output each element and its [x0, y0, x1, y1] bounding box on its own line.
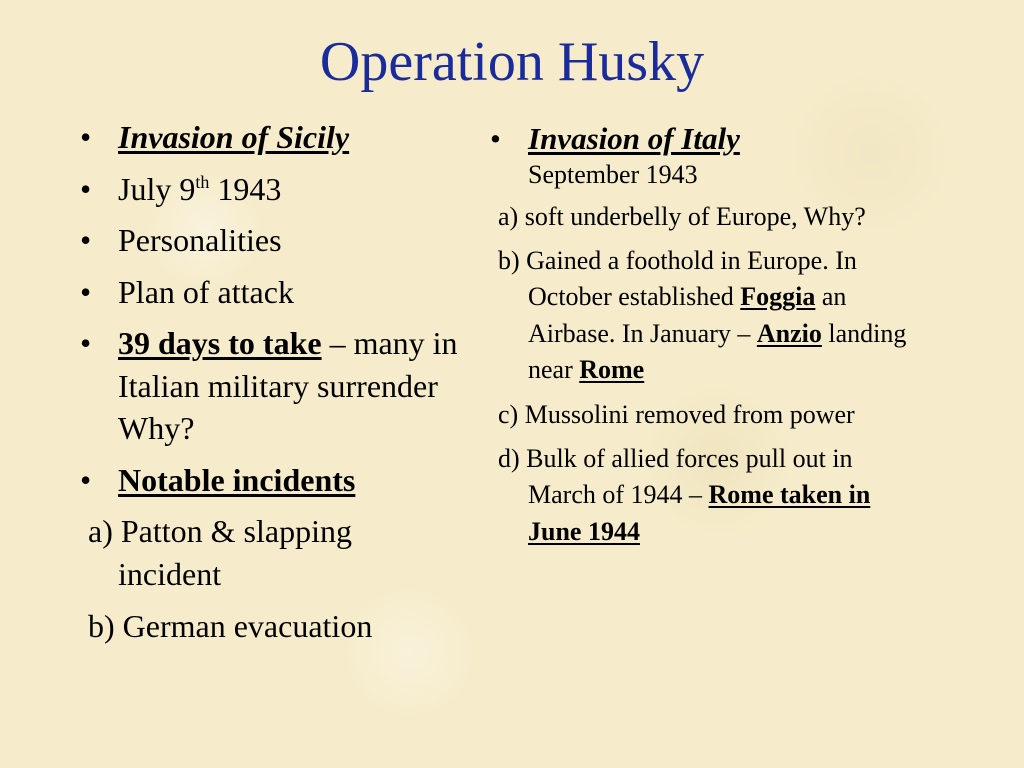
- invasion-italy-heading: Invasion of Italy: [528, 121, 740, 156]
- allied-forces-subitem: [490, 441, 910, 550]
- soft-underbelly-subitem: a) soft underbelly of Europe, Why?: [498, 201, 866, 231]
- bullet-plan: [80, 271, 460, 314]
- foothold-subitem: [490, 243, 910, 389]
- foothold-text-2: an Airbase. In January –: [528, 282, 847, 348]
- left-column: [80, 116, 460, 658]
- personalities-text: Personalities: [118, 222, 282, 259]
- date-superscript: th: [195, 171, 210, 192]
- bullet-39-days: [80, 322, 460, 450]
- date-text: July 9: [118, 170, 196, 207]
- date-year: 1943: [209, 170, 282, 207]
- foothold-text-1: b) Gained a foothold in Europe. In October established: [498, 245, 857, 312]
- days-to-take-text: 39 days to take: [118, 325, 322, 362]
- bullet-marker: •: [80, 119, 92, 155]
- slide-title: Operation Husky: [319, 31, 705, 93]
- foggia-text: Foggia: [740, 282, 816, 312]
- surrender-text: – many in Italian military surrender Why?: [118, 325, 458, 447]
- rome-taken-text: Rome taken in June 1944: [528, 480, 871, 546]
- bullet-invasion-sicily: [80, 116, 460, 159]
- plan-text: Plan of attack: [118, 273, 294, 310]
- bullet-notable-incidents: [80, 459, 460, 502]
- bullet-marker: •: [80, 325, 92, 362]
- bullet-marker: •: [490, 121, 501, 156]
- invasion-sicily-heading: Invasion of Sicily: [118, 119, 350, 155]
- notable-incidents-heading: Notable incidents: [118, 461, 356, 498]
- bullet-marker: •: [80, 170, 92, 207]
- bullet-marker: •: [80, 273, 92, 310]
- right-column: [490, 120, 910, 550]
- bullet-personalities: [80, 219, 460, 262]
- german-evacuation-subitem: b) German evacuation: [88, 608, 373, 645]
- bullet-marker: •: [80, 461, 92, 498]
- rome-text: Rome: [579, 355, 645, 385]
- bullet-invasion-italy: [490, 120, 910, 191]
- bullet-date: [80, 168, 460, 211]
- allied-forces-text: d) Bulk of allied forces pull out in March of 1944 –: [498, 443, 853, 510]
- patton-subitem: a) Patton & slapping incident: [88, 513, 352, 592]
- anzio-text: Anzio: [756, 318, 822, 348]
- mussolini-subitem: c) Mussolini removed from power: [498, 399, 855, 429]
- italy-date: September 1943: [528, 160, 698, 190]
- bullet-marker: •: [80, 222, 92, 259]
- foothold-text-3: landing near: [528, 318, 907, 385]
